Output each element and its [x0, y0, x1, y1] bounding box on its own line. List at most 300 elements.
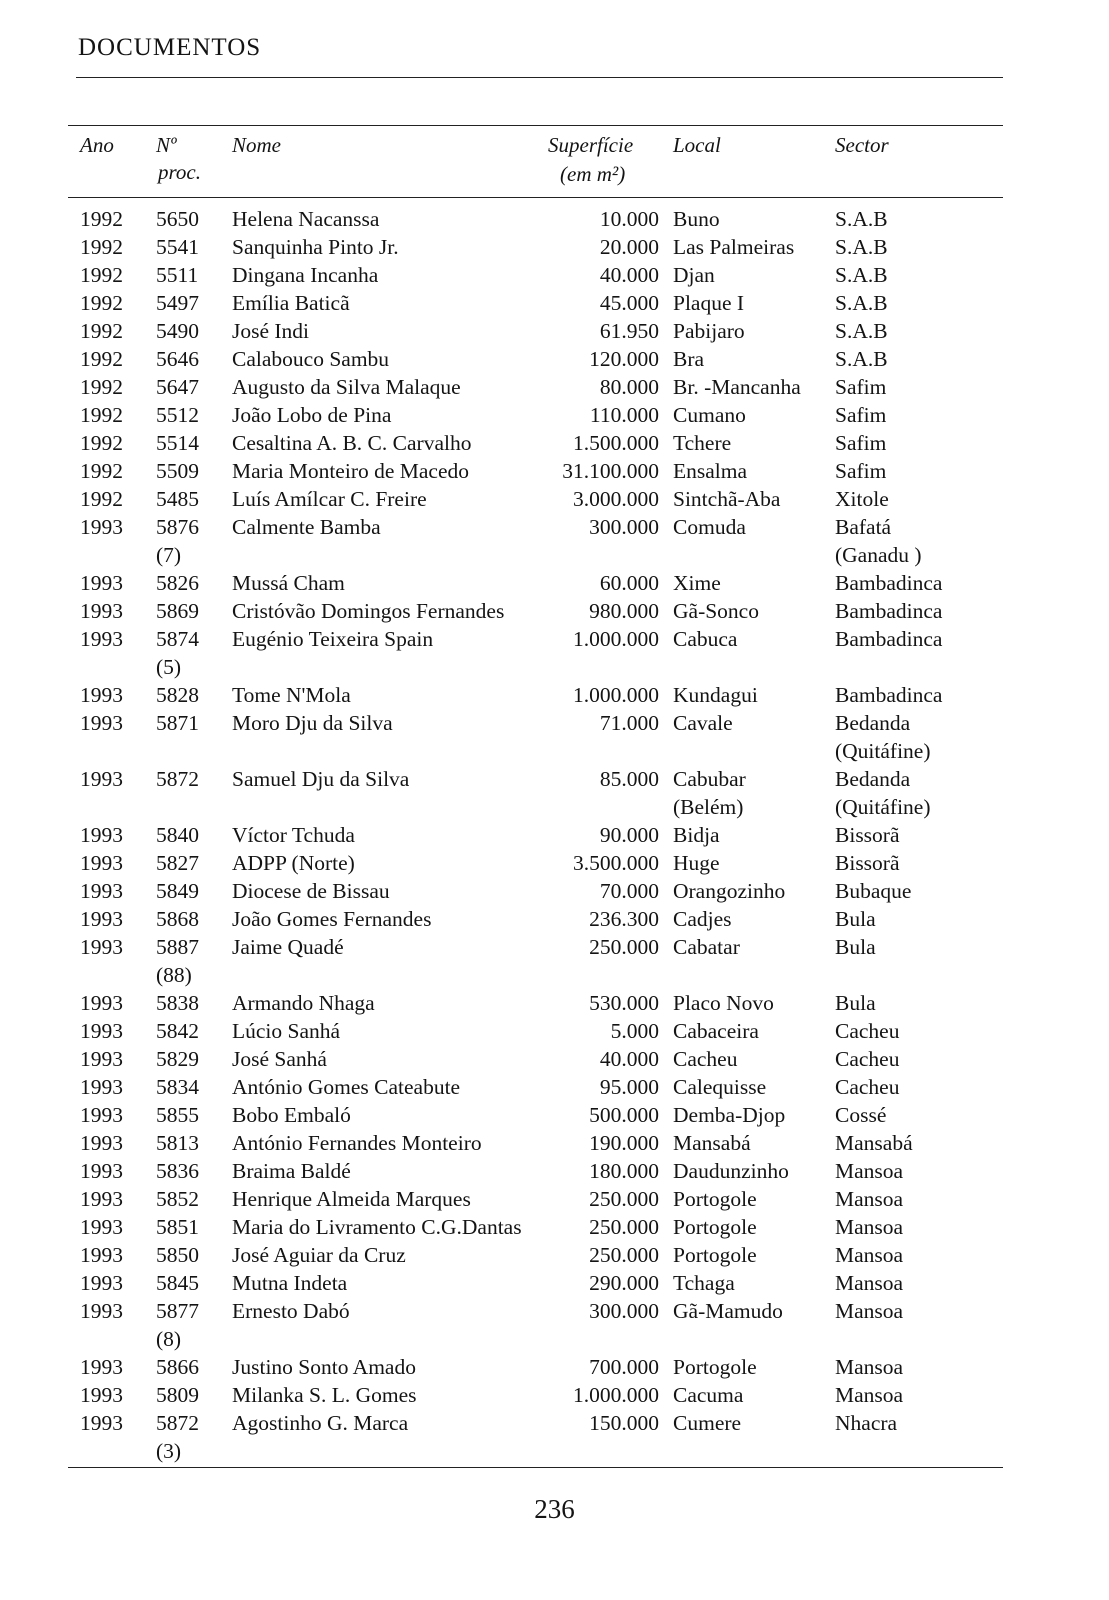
- cell-superficie-value: 40.000: [599, 1047, 659, 1071]
- cell-proc-value: 5877: [156, 1299, 199, 1323]
- table-row: [68, 1353, 1003, 1381]
- cell-local: [673, 1269, 735, 1297]
- cell-sector: [835, 625, 942, 653]
- cell-ano-value: 1992: [80, 347, 123, 371]
- cell-proc: [156, 1269, 199, 1297]
- cell-superficie-value: 1.000.000: [573, 683, 659, 707]
- cell-local-value: Cavale: [673, 711, 733, 735]
- cell-nome-value: José Sanhá: [232, 1047, 327, 1071]
- cell-local-value: Portogole: [673, 1355, 757, 1379]
- cell-nome: [232, 513, 381, 541]
- cell-nome: [232, 1185, 471, 1213]
- cell-sector-value: Bambadinca: [835, 627, 943, 651]
- cell-sector-value: S.A.B: [835, 235, 888, 259]
- cell-proc: [156, 1017, 199, 1045]
- cell-superficie: [600, 765, 659, 793]
- cell-sector-value: Bedanda: [835, 767, 911, 791]
- cell-ano-value: 1993: [80, 1299, 123, 1323]
- table-row: [68, 233, 1003, 261]
- cell-nome-value: Lúcio Sanhá: [232, 1019, 341, 1043]
- cell-local-value: Cabubar: [673, 767, 746, 791]
- cell-proc-value: 5869: [156, 599, 199, 623]
- cell-local-value: Br. -Mancanha: [673, 375, 801, 399]
- cell-proc: [156, 849, 199, 877]
- cell-local: [673, 709, 733, 737]
- cell-nome: [232, 877, 390, 905]
- cell-superficie-value: 80.000: [599, 375, 659, 399]
- cell-proc: [156, 233, 199, 261]
- table-body: [68, 198, 1003, 1467]
- cell-local: [673, 933, 740, 961]
- table-row: [68, 289, 1003, 317]
- cell-superficie-value: 3.500.000: [573, 851, 659, 875]
- cell-local: [673, 1073, 766, 1101]
- cell-superficie: [573, 625, 659, 653]
- cell-proc: [156, 457, 199, 485]
- cell-sector: [835, 345, 888, 373]
- cell-sector: [835, 1073, 899, 1101]
- cell-ano: [80, 485, 123, 513]
- cell-ano: [80, 877, 123, 905]
- cell-sector-value: Mansoa: [835, 1299, 904, 1323]
- cell-proc-value: 5868: [156, 907, 199, 931]
- cell-ano-value: 1993: [80, 1411, 123, 1435]
- page-number: 236: [534, 1494, 575, 1524]
- cell-superficie: [600, 205, 659, 233]
- cell-nome: [232, 989, 375, 1017]
- cell-sector-value: Mansoa: [835, 1243, 904, 1267]
- cell-ano-value: 1993: [80, 1019, 123, 1043]
- cell-nome-value: Víctor Tchuda: [232, 823, 355, 847]
- cell-ano: [80, 1213, 123, 1241]
- cell-nome-value: Mussá Cham: [232, 571, 345, 595]
- cell-proc: [156, 569, 199, 597]
- cell-sector: [835, 597, 942, 625]
- cell-local: [673, 485, 780, 513]
- cell-sector: [835, 1213, 903, 1241]
- cell-ano-value: 1993: [80, 935, 123, 959]
- cell-superficie: [589, 989, 659, 1017]
- cell-sector: [835, 989, 876, 1017]
- cell-nome: [232, 765, 409, 793]
- cell-nome-value: Cristóvão Domingos Fernandes: [232, 599, 505, 623]
- cell-ano: [80, 1017, 123, 1045]
- cell-nome-value: José Aguiar da Cruz: [232, 1243, 406, 1267]
- cell-superficie-value: 61.950: [599, 319, 659, 343]
- cell-sector-value: Cossé: [835, 1103, 887, 1127]
- cell-local-value: Bidja: [673, 823, 720, 847]
- cell-superficie: [589, 933, 659, 961]
- cell-sector-value: Bula: [835, 907, 876, 931]
- cell-proc-value: 5497: [156, 291, 199, 315]
- cell-nome-value: Eugénio Teixeira Spain: [232, 627, 434, 651]
- table-row: [68, 933, 1003, 989]
- cell-proc-value: 5836: [156, 1159, 199, 1183]
- cell-ano-value: 1993: [80, 991, 123, 1015]
- cell-nome: [232, 485, 427, 513]
- cell-sector-value: Bambadinca: [835, 571, 943, 595]
- cell-proc: [156, 625, 199, 681]
- cell-superficie-value: 5.000: [610, 1019, 659, 1043]
- cell-nome: [232, 345, 389, 373]
- cell-local-value: Cabuca: [673, 627, 738, 651]
- cell-ano-value: 1993: [80, 515, 123, 539]
- table-header: [68, 126, 1003, 197]
- cell-sector: [835, 233, 888, 261]
- cell-nome-value: Dingana Incanha: [232, 263, 379, 287]
- cell-sector-value: Bissorã: [835, 851, 900, 875]
- cell-local: [673, 597, 759, 625]
- cell-superficie-value: 90.000: [599, 823, 659, 847]
- cell-sector-value: Cacheu: [835, 1047, 900, 1071]
- cell-sector: [835, 905, 876, 933]
- cell-ano-value: 1992: [80, 207, 123, 231]
- cell-ano: [80, 1241, 123, 1269]
- cell-proc-value: 5855: [156, 1103, 199, 1127]
- table-row: [68, 373, 1003, 401]
- cell-ano: [80, 1157, 123, 1185]
- cell-superficie: [600, 1045, 659, 1073]
- table-bottom-rule: [68, 1467, 1003, 1468]
- cell-superficie: [600, 289, 659, 317]
- cell-nome-value: Braima Baldé: [232, 1159, 351, 1183]
- cell-superficie-value: 1.000.000: [573, 1383, 659, 1407]
- cell-superficie: [600, 709, 659, 737]
- cell-sector: [835, 1185, 903, 1213]
- cell-ano: [80, 457, 123, 485]
- cell-nome-value: José Indi: [232, 319, 310, 343]
- cell-sector-value: Bambadinca: [835, 683, 943, 707]
- cell-sector: [835, 513, 922, 569]
- table-row: [68, 709, 1003, 765]
- cell-proc-value: 5840: [156, 823, 199, 847]
- cell-local-value: Bra: [673, 347, 705, 371]
- cell-proc: [156, 345, 199, 373]
- cell-ano-value: 1993: [80, 1383, 123, 1407]
- cell-nome-value: João Gomes Fernandes: [232, 907, 432, 931]
- cell-proc-continuation: (88): [156, 963, 192, 987]
- cell-sector-continuation: (Ganadu ): [835, 543, 922, 567]
- cell-proc-continuation: (8): [156, 1327, 182, 1351]
- cell-proc-value: 5646: [156, 347, 199, 371]
- cell-sector-value: Safim: [835, 431, 887, 455]
- cell-local-value: Daudunzinho: [673, 1159, 789, 1183]
- cell-local: [673, 345, 704, 373]
- cell-proc-value: 5541: [156, 235, 199, 259]
- cell-sector-value: Bula: [835, 935, 876, 959]
- cell-nome: [232, 905, 431, 933]
- cell-nome: [232, 1045, 327, 1073]
- cell-superficie: [600, 821, 659, 849]
- cell-nome-value: Armando Nhaga: [232, 991, 375, 1015]
- cell-superficie: [600, 261, 659, 289]
- cell-local: [673, 1017, 759, 1045]
- cell-nome: [232, 1073, 460, 1101]
- cell-superficie-value: 71.000: [599, 711, 659, 735]
- table-row: [68, 1101, 1003, 1129]
- cell-proc: [156, 1297, 199, 1353]
- cell-local-value: Cumano: [673, 403, 746, 427]
- cell-nome: [232, 1157, 351, 1185]
- cell-local-value: Gã-Sonco: [673, 599, 759, 623]
- cell-nome: [232, 1017, 340, 1045]
- cell-local: [673, 1129, 751, 1157]
- cell-superficie: [600, 233, 659, 261]
- cell-superficie: [589, 1409, 659, 1437]
- cell-sector: [835, 569, 942, 597]
- cell-nome: [232, 597, 504, 625]
- cell-ano: [80, 709, 123, 737]
- cell-proc: [156, 1409, 199, 1465]
- table-row: [68, 205, 1003, 233]
- cell-ano-value: 1993: [80, 1271, 123, 1295]
- table-row: [68, 877, 1003, 905]
- header-sector: Sector: [835, 133, 889, 157]
- cell-nome-value: António Gomes Cateabute: [232, 1075, 461, 1099]
- cell-local: [673, 457, 747, 485]
- cell-local: [673, 261, 715, 289]
- cell-sector: [835, 849, 900, 877]
- cell-superficie: [589, 905, 659, 933]
- cell-proc: [156, 1185, 199, 1213]
- cell-sector: [835, 373, 886, 401]
- cell-superficie: [589, 1101, 659, 1129]
- cell-sector-value: S.A.B: [835, 291, 888, 315]
- cell-ano-value: 1993: [80, 879, 123, 903]
- cell-proc: [156, 1213, 199, 1241]
- cell-ano: [80, 765, 123, 793]
- table-row: [68, 1185, 1003, 1213]
- header-rule: [76, 77, 1003, 78]
- cell-local: [673, 1101, 785, 1129]
- cell-proc-value: 5872: [156, 767, 199, 791]
- cell-proc: [156, 821, 199, 849]
- cell-local-value: Tchere: [673, 431, 732, 455]
- cell-sector-continuation: (Quitáfine): [835, 795, 931, 819]
- cell-proc-value: 5838: [156, 991, 199, 1015]
- cell-sector-value: Bedanda: [835, 711, 911, 735]
- cell-sector-value: S.A.B: [835, 347, 888, 371]
- cell-local: [673, 1213, 757, 1241]
- cell-local-value: Cabaceira: [673, 1019, 759, 1043]
- cell-local: [673, 401, 746, 429]
- cell-superficie-value: 530.000: [589, 991, 659, 1015]
- cell-local: [673, 905, 732, 933]
- cell-proc: [156, 905, 199, 933]
- cell-sector: [835, 205, 888, 233]
- cell-ano: [80, 1409, 123, 1437]
- cell-proc: [156, 597, 199, 625]
- cell-superficie: [589, 1297, 659, 1325]
- cell-local: [673, 1297, 783, 1325]
- cell-nome: [232, 1353, 416, 1381]
- cell-local-value: Cacuma: [673, 1383, 744, 1407]
- cell-ano-value: 1992: [80, 375, 123, 399]
- cell-ano: [80, 289, 123, 317]
- cell-local-continuation: (Belém): [673, 795, 744, 819]
- cell-proc: [156, 1241, 199, 1269]
- cell-superficie: [589, 345, 659, 373]
- cell-ano-value: 1993: [80, 1131, 123, 1155]
- cell-proc-value: 5852: [156, 1187, 199, 1211]
- header-proc-line1: Nº: [156, 133, 177, 157]
- cell-sector: [835, 1157, 903, 1185]
- cell-superficie: [589, 1185, 659, 1213]
- cell-proc-value: 5511: [156, 263, 199, 287]
- cell-sector-value: Bissorã: [835, 823, 900, 847]
- cell-proc: [156, 1045, 199, 1073]
- cell-sector: [835, 821, 900, 849]
- cell-superficie: [573, 1381, 659, 1409]
- cell-ano-value: 1993: [80, 683, 123, 707]
- cell-nome-value: Maria Monteiro de Macedo: [232, 459, 470, 483]
- cell-nome-value: Calmente Bamba: [232, 515, 381, 539]
- cell-ano: [80, 401, 123, 429]
- cell-local-value: Xime: [673, 571, 721, 595]
- cell-local: [673, 569, 721, 597]
- cell-ano-value: 1992: [80, 459, 123, 483]
- cell-superficie: [590, 401, 659, 429]
- cell-proc-value: 5827: [156, 851, 199, 875]
- cell-nome-value: Moro Dju da Silva: [232, 711, 393, 735]
- cell-superficie-value: 85.000: [599, 767, 659, 791]
- cell-superficie-value: 70.000: [599, 879, 659, 903]
- table-row: [68, 513, 1003, 569]
- cell-superficie-value: 10.000: [599, 207, 659, 231]
- cell-local: [673, 765, 746, 821]
- cell-proc: [156, 1129, 199, 1157]
- cell-local-value: Kundagui: [673, 683, 758, 707]
- cell-nome: [232, 1269, 347, 1297]
- cell-ano-value: 1993: [80, 1103, 123, 1127]
- cell-nome: [232, 401, 391, 429]
- cell-local-value: Placo Novo: [673, 991, 774, 1015]
- cell-nome-value: Ernesto Dabó: [232, 1299, 350, 1323]
- cell-local-value: Portogole: [673, 1187, 757, 1211]
- cell-superficie-value: 236.300: [589, 907, 659, 931]
- cell-nome: [232, 625, 433, 653]
- header-proc-line2: proc.: [158, 160, 201, 184]
- cell-sector-value: Cacheu: [835, 1019, 900, 1043]
- cell-ano: [80, 849, 123, 877]
- cell-sector: [835, 1129, 913, 1157]
- cell-nome-value: Calabouco Sambu: [232, 347, 390, 371]
- cell-superficie-value: 980.000: [589, 599, 659, 623]
- cell-ano: [80, 373, 123, 401]
- cell-ano: [80, 989, 123, 1017]
- cell-ano: [80, 1297, 123, 1325]
- cell-proc-value: 5874: [156, 627, 199, 651]
- cell-ano-value: 1993: [80, 571, 123, 595]
- cell-local-value: Comuda: [673, 515, 746, 539]
- cell-proc: [156, 681, 199, 709]
- cell-local: [673, 877, 785, 905]
- cell-proc-value: 5514: [156, 431, 199, 455]
- cell-local-value: Huge: [673, 851, 720, 875]
- cell-superficie-value: 290.000: [589, 1271, 659, 1295]
- cell-superficie-value: 120.000: [589, 347, 659, 371]
- cell-proc: [156, 513, 199, 569]
- cell-ano: [80, 681, 123, 709]
- cell-superficie-value: 60.000: [599, 571, 659, 595]
- cell-proc: [156, 1157, 199, 1185]
- cell-sector-value: Mansoa: [835, 1215, 904, 1239]
- cell-superficie: [600, 569, 659, 597]
- cell-local: [673, 1045, 737, 1073]
- header-superficie-line1: Superfície: [548, 133, 634, 157]
- cell-superficie-value: 31.100.000: [562, 459, 659, 483]
- cell-sector-value: Mansabá: [835, 1131, 913, 1155]
- cell-superficie-value: 250.000: [589, 1215, 659, 1239]
- cell-nome: [232, 709, 393, 737]
- table-row: [68, 1157, 1003, 1185]
- cell-superficie-value: 150.000: [589, 1411, 659, 1435]
- cell-local-value: Ensalma: [673, 459, 748, 483]
- cell-nome: [232, 849, 355, 877]
- cell-sector: [835, 933, 876, 961]
- cell-sector: [835, 1409, 897, 1437]
- cell-ano-value: 1993: [80, 1075, 123, 1099]
- cell-nome-value: Milanka S. L. Gomes: [232, 1383, 417, 1407]
- cell-local-value: Gã-Mamudo: [673, 1299, 783, 1323]
- cell-local: [673, 233, 794, 261]
- table-row: [68, 989, 1003, 1017]
- cell-nome: [232, 1129, 482, 1157]
- cell-superficie-value: 45.000: [599, 291, 659, 315]
- cell-sector: [835, 765, 931, 821]
- cell-sector-value: Safim: [835, 459, 887, 483]
- cell-ano-value: 1992: [80, 431, 123, 455]
- cell-proc-value: 5490: [156, 319, 199, 343]
- cell-ano: [80, 261, 123, 289]
- cell-sector-value: Bula: [835, 991, 876, 1015]
- cell-proc-value: 5876: [156, 515, 199, 539]
- cell-local-value: Portogole: [673, 1215, 757, 1239]
- cell-local: [673, 1353, 757, 1381]
- cell-local-value: Sintchã-Aba: [673, 487, 781, 511]
- cell-nome-value: Henrique Almeida Marques: [232, 1187, 471, 1211]
- cell-proc-value: 5512: [156, 403, 199, 427]
- cell-nome-value: Cesaltina A. B. C. Carvalho: [232, 431, 472, 455]
- cell-superficie-value: 180.000: [589, 1159, 659, 1183]
- cell-proc-value: 5829: [156, 1047, 199, 1071]
- cell-ano: [80, 1073, 123, 1101]
- cell-sector-value: Mansoa: [835, 1355, 904, 1379]
- cell-superficie: [589, 1269, 659, 1297]
- cell-sector-value: Xitole: [835, 487, 889, 511]
- cell-ano: [80, 233, 123, 261]
- cell-superficie-value: 700.000: [589, 1355, 659, 1379]
- cell-superficie-value: 300.000: [589, 1299, 659, 1323]
- cell-local: [673, 429, 731, 457]
- cell-ano-value: 1992: [80, 263, 123, 287]
- cell-superficie-value: 500.000: [589, 1103, 659, 1127]
- cell-sector-value: Cacheu: [835, 1075, 900, 1099]
- cell-superficie-value: 250.000: [589, 1187, 659, 1211]
- cell-ano: [80, 1353, 123, 1381]
- cell-local-value: Portogole: [673, 1243, 757, 1267]
- table-row: [68, 821, 1003, 849]
- cell-proc-value: 5485: [156, 487, 199, 511]
- cell-nome-value: Tome N'Mola: [232, 683, 351, 707]
- table-row: [68, 765, 1003, 821]
- cell-proc: [156, 1353, 199, 1381]
- cell-proc-value: 5650: [156, 207, 199, 231]
- cell-nome-value: Samuel Dju da Silva: [232, 767, 410, 791]
- cell-local: [673, 821, 720, 849]
- cell-proc-value: 5850: [156, 1243, 199, 1267]
- cell-proc-value: 5834: [156, 1075, 199, 1099]
